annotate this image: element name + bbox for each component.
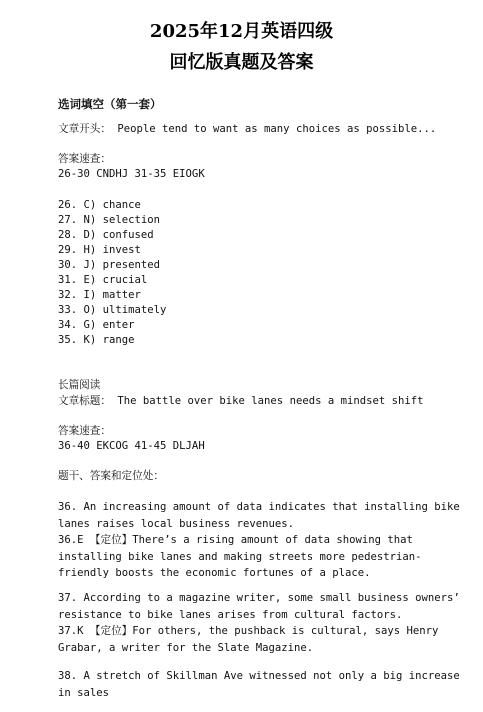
section2-title — [58, 394, 424, 408]
answer-item: 31. E) crucial — [58, 274, 148, 286]
document-title-line1: 2025年12月英语四级 — [149, 21, 334, 42]
document-title-line2: 回忆版真题及答案 — [169, 52, 314, 73]
answer-item: 28. D) confused — [58, 229, 154, 241]
items-heading: 题干、答案和定位处： — [58, 470, 164, 482]
opening-text: People tend to want as many choices as possible... — [117, 123, 437, 135]
section2-quick-answers: 36-40 EKCOG 41-45 DLJAH — [58, 440, 205, 452]
answer-item: 34. G) enter — [58, 319, 135, 331]
section2-heading: 长篇阅读 — [58, 379, 101, 391]
question-36-stem: 36. An increasing amount of data indicates that installing bike lanes raises local business revenues. — [58, 501, 460, 530]
question-36-answer: 36.E 【定位】There’s a rising amount of data showing that installing bike lanes and making streets more pedestrian-friendly boosts the economic fortunes of a place. — [58, 534, 422, 579]
article-title-text: The battle over bike lanes needs a mindset shift — [117, 395, 424, 407]
answer-item: 32. I) matter — [58, 289, 141, 301]
article-title-label: 文章标题： — [58, 395, 111, 407]
section1-quick-label: 答案速查： — [58, 153, 111, 165]
answer-item: 29. H) invest — [58, 244, 141, 256]
answer-item: 33. O) ultimately — [58, 304, 167, 316]
section1-quick-answers: 26-30 CNDHJ 31-35 EIOGK — [58, 168, 205, 180]
section2-quick-label: 答案速查： — [58, 425, 111, 437]
question-37-stem: 37. According to a magazine writer, some small business owners’ resistance to bike lanes arises from cultural factors. — [58, 592, 460, 621]
answer-item: 26. C) chance — [58, 199, 141, 211]
question-38-stem: 38. A stretch of Skillman Ave witnessed not only a big increase in sales — [58, 670, 460, 699]
opening-label: 文章开头： — [58, 123, 111, 135]
answer-item: 35. K) range — [58, 334, 135, 346]
section1-opening — [58, 122, 436, 136]
section1-heading: 选词填空（第一套） — [58, 97, 162, 111]
answer-item: 30. J) presented — [58, 259, 161, 271]
question-37-answer: 37.K 【定位】For others, the pushback is cultural, says Henry Grabar, a writer for the Slate Magazine. — [58, 625, 439, 654]
answer-item: 27. N) selection — [58, 214, 161, 226]
